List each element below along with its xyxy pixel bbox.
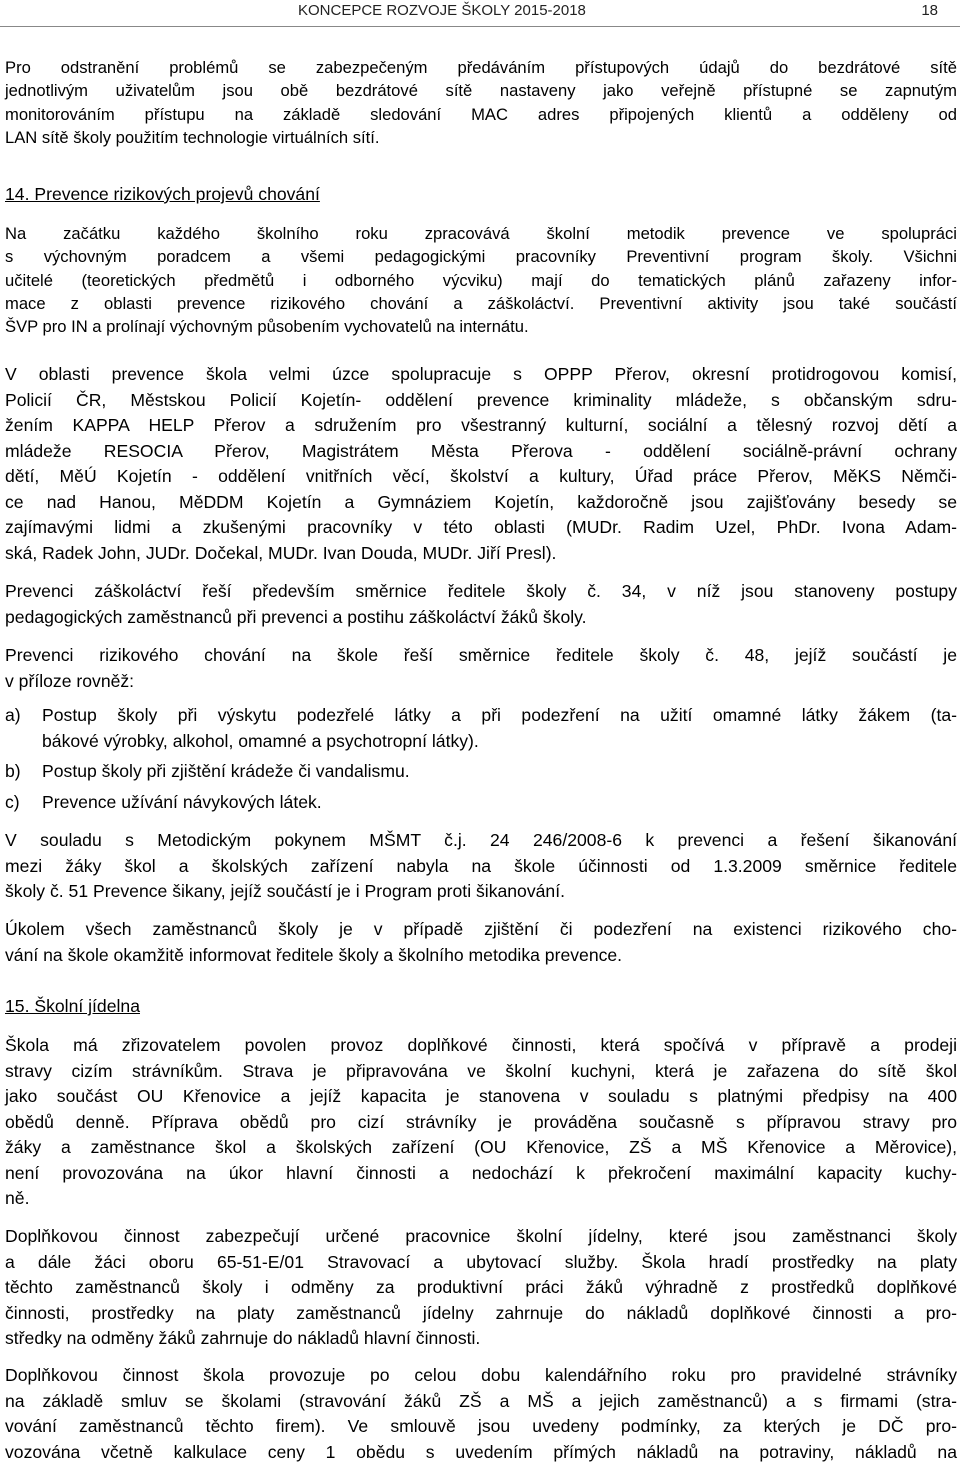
list-item — [5, 790, 957, 816]
list-item — [5, 759, 957, 785]
text-line: stravy cizím strávníkům. Strava je připravována ve školní kuchyni, která je zařazena do sítě škol — [5, 1060, 957, 1081]
text-line: v příloze rovněž: — [5, 670, 135, 691]
section-15-paragraph — [5, 1363, 957, 1465]
text-line: pedagogických zaměstnanců při prevenci a postihu záškoláctví žáků školy. — [5, 606, 587, 627]
text-line: ce nad Hanou, MěDDM Kojetín a Gymnáziem Kojetín, každoročně jsou zajišťovány besedy se — [5, 491, 957, 512]
text-line: mace z oblasti prevence rizikového chování a záškoláctví. Preventivní aktivity jsou také součástí — [5, 293, 957, 313]
text-line: školy č. 51 Prevence šikany, jejíž součástí je i Program proti šikanování. — [5, 881, 565, 901]
list-marker: c) — [5, 792, 20, 812]
section-15-heading: 15. Školní jídelna — [5, 996, 140, 1016]
text-line: zajímavými lidmi a zkušenými pracovníky v této oblasti (MUDr. Radim Uzel, PhDr. Ivona Adam- — [5, 517, 957, 537]
text-line: ně. — [5, 1188, 30, 1208]
text-line: Prevenci záškoláctví řeší především směrnice ředitele školy č. 34, v níž jsou stanoveny postupy — [5, 581, 957, 601]
text-line: s výchovným poradcem a všemi pedagogickými pracovníky Preventivní program školy. Všichni — [5, 247, 957, 267]
section-15-paragraph — [5, 1224, 957, 1352]
list-marker: a) — [5, 705, 21, 725]
page-header — [0, 0, 960, 28]
list-text — [42, 703, 957, 754]
text-line: LAN sítě školy použitím technologie virtuálních sítí. — [5, 127, 380, 147]
section-14-paragraph — [5, 579, 957, 630]
text-line: Úkolem všech zaměstnanců školy je v případě zjištění či podezření na existenci rizikového cho- — [5, 919, 957, 939]
text-line: středky na odměny žáků zahrnuje do nákladů hlavní činnosti. — [5, 1328, 481, 1348]
text-line: dětí, MěÚ Kojetín - oddělení vnitřních věcí, školství a kultury, Úřad práce Přerov, MěKS Němči- — [5, 466, 957, 486]
text-line: těchto zaměstnanců školy i odměny za produktivní práci žáků výhradně z prostředků doplňkové — [5, 1277, 957, 1297]
text-line: vování zaměstnanců těchto firem). Ve smlouvě jsou uvedeny podmínky, za kterých je DČ pro- — [5, 1416, 957, 1436]
text-line: V oblasti prevence škola velmi úzce spolupracuje s OPPP Přerov, okresní protidrogovou komisí, — [5, 364, 957, 384]
list-marker: b) — [5, 761, 21, 781]
text-line: Postup školy při výskytu podezřelé látky a při podezření na užití omamné látky žákem (ta- — [42, 705, 957, 725]
page-number: 18 — [921, 2, 938, 19]
section-14-paragraph — [5, 643, 957, 694]
text-line: monitorováním přístupu na základě sledování MAC adres připojených klientů a odděleny od — [5, 104, 957, 124]
section-14-paragraph — [5, 362, 957, 566]
text-line: činnosti, prostředky na platy zaměstnanců jídelny zahrnuje do nákladů doplňkové činnosti a pro- — [5, 1302, 957, 1323]
intro-paragraph — [5, 56, 957, 149]
text-line: Doplňkovou činnost škola provozuje po celou dobu kalendářního roku pro pravidelné strávníky — [5, 1365, 957, 1385]
text-line: V souladu s Metodickým pokynem MŠMT č.j. 24 246/2008-6 k prevenci a řešení šikanování — [5, 830, 957, 850]
list-text — [42, 790, 957, 816]
text-line: a dále žáci oboru 65-51-E/01 Stravovací a ubytovací služby. Škola hradí prostředky na platy — [5, 1251, 957, 1272]
text-line: bákové výrobky, alkohol, omamné a psychotropní látky). — [42, 730, 479, 751]
text-line: na základě smluv se školami (stravování žáků ZŠ a MŠ a jejich zaměstnanců) a s firmami (stra- — [5, 1390, 957, 1411]
text-line: mezi žáky škol a školských zařízení nabyla na škole účinnosti od 1.3.2009 směrnice ředitele — [5, 855, 957, 876]
text-line: Škola má zřizovatelem povolen provoz doplňkové činnosti, která spočívá v přípravě a prodeji — [5, 1035, 957, 1055]
text-line: Prevence užívání návykových látek. — [42, 792, 322, 812]
text-line: Pro odstranění problémů se zabezpečeným předáváním přístupových údajů do bezdrátové sítě — [5, 58, 957, 77]
text-line: obědů denně. Příprava obědů pro cizí strávníky je prováděna současně s přípravou stravy pro — [5, 1111, 957, 1132]
text-line: mládeže RESOCIA Přerov, Magistrátem Města Přerova - oddělení sociálně-právní ochrany — [5, 440, 957, 461]
section-14-paragraph — [5, 828, 957, 905]
document-title: KONCEPCE ROZVOJE ŠKOLY 2015-2018 — [298, 2, 586, 19]
list-item — [5, 703, 957, 754]
text-line: Policií ČR, Městskou Policií Kojetín- oddělení prevence kriminality mládeže, s občanským sdru- — [5, 389, 957, 410]
text-line: žáky a zaměstnance škol a školských zařízení (OU Křenovice, ZŠ a MŠ Křenovice a Měrovice), — [5, 1137, 957, 1157]
list-text — [42, 759, 957, 785]
text-line: Na začátku každého školního roku zpracovává školní metodik prevence ve spolupráci — [5, 224, 957, 243]
section-14-paragraph — [5, 917, 957, 968]
text-line: vání na škole okamžitě informovat ředitele školy a školního metodika prevence. — [5, 944, 623, 965]
text-line: ŠVP pro IN a prolínají výchovným působením vychovatelů na internátu. — [5, 317, 529, 337]
header-divider — [0, 26, 960, 27]
section-14-heading: 14. Prevence rizikových projevů chování — [5, 184, 320, 204]
text-line: jednotlivým uživatelům jsou obě bezdrátové sítě nastaveny jako veřejně přístupné se zapnutým — [5, 81, 957, 101]
text-line: Postup školy při zjištění krádeže či vandalismu. — [42, 761, 410, 781]
text-line: vozována včetně kalkulace ceny 1 obědu s uvedením přímých nákladů na potraviny, nákladů na — [5, 1441, 957, 1462]
text-line: žením KAPPA HELP Přerov a sdružením pro všestranný kulturní, sociální a tělesný rozvoj dětí a — [5, 415, 957, 435]
text-line: učitelé (teoretických předmětů i odborného výcviku) mají do tematických plánů zařazeny infor- — [5, 270, 957, 290]
text-line: ská, Radek John, JUDr. Dočekal, MUDr. Ivan Douda, MUDr. Jiří Presl). — [5, 542, 557, 563]
section-14-paragraph — [5, 222, 957, 338]
text-line: Doplňkovou činnost zabezpečují určené pracovnice školní jídelny, které jsou zaměstnanci školy — [5, 1226, 957, 1246]
text-line: není provozována na úkor hlavní činnosti a nedochází k překročení maximální kapacity kuchy- — [5, 1162, 957, 1183]
text-line: jako součást OU Křenovice a jejíž kapacita je stanovena v souladu s platnými předpisy na 400 — [5, 1086, 957, 1106]
text-line: Prevenci rizikového chování na škole řeší směrnice ředitele školy č. 48, jejíž součástí je — [5, 645, 957, 665]
section-15-paragraph — [5, 1033, 957, 1212]
